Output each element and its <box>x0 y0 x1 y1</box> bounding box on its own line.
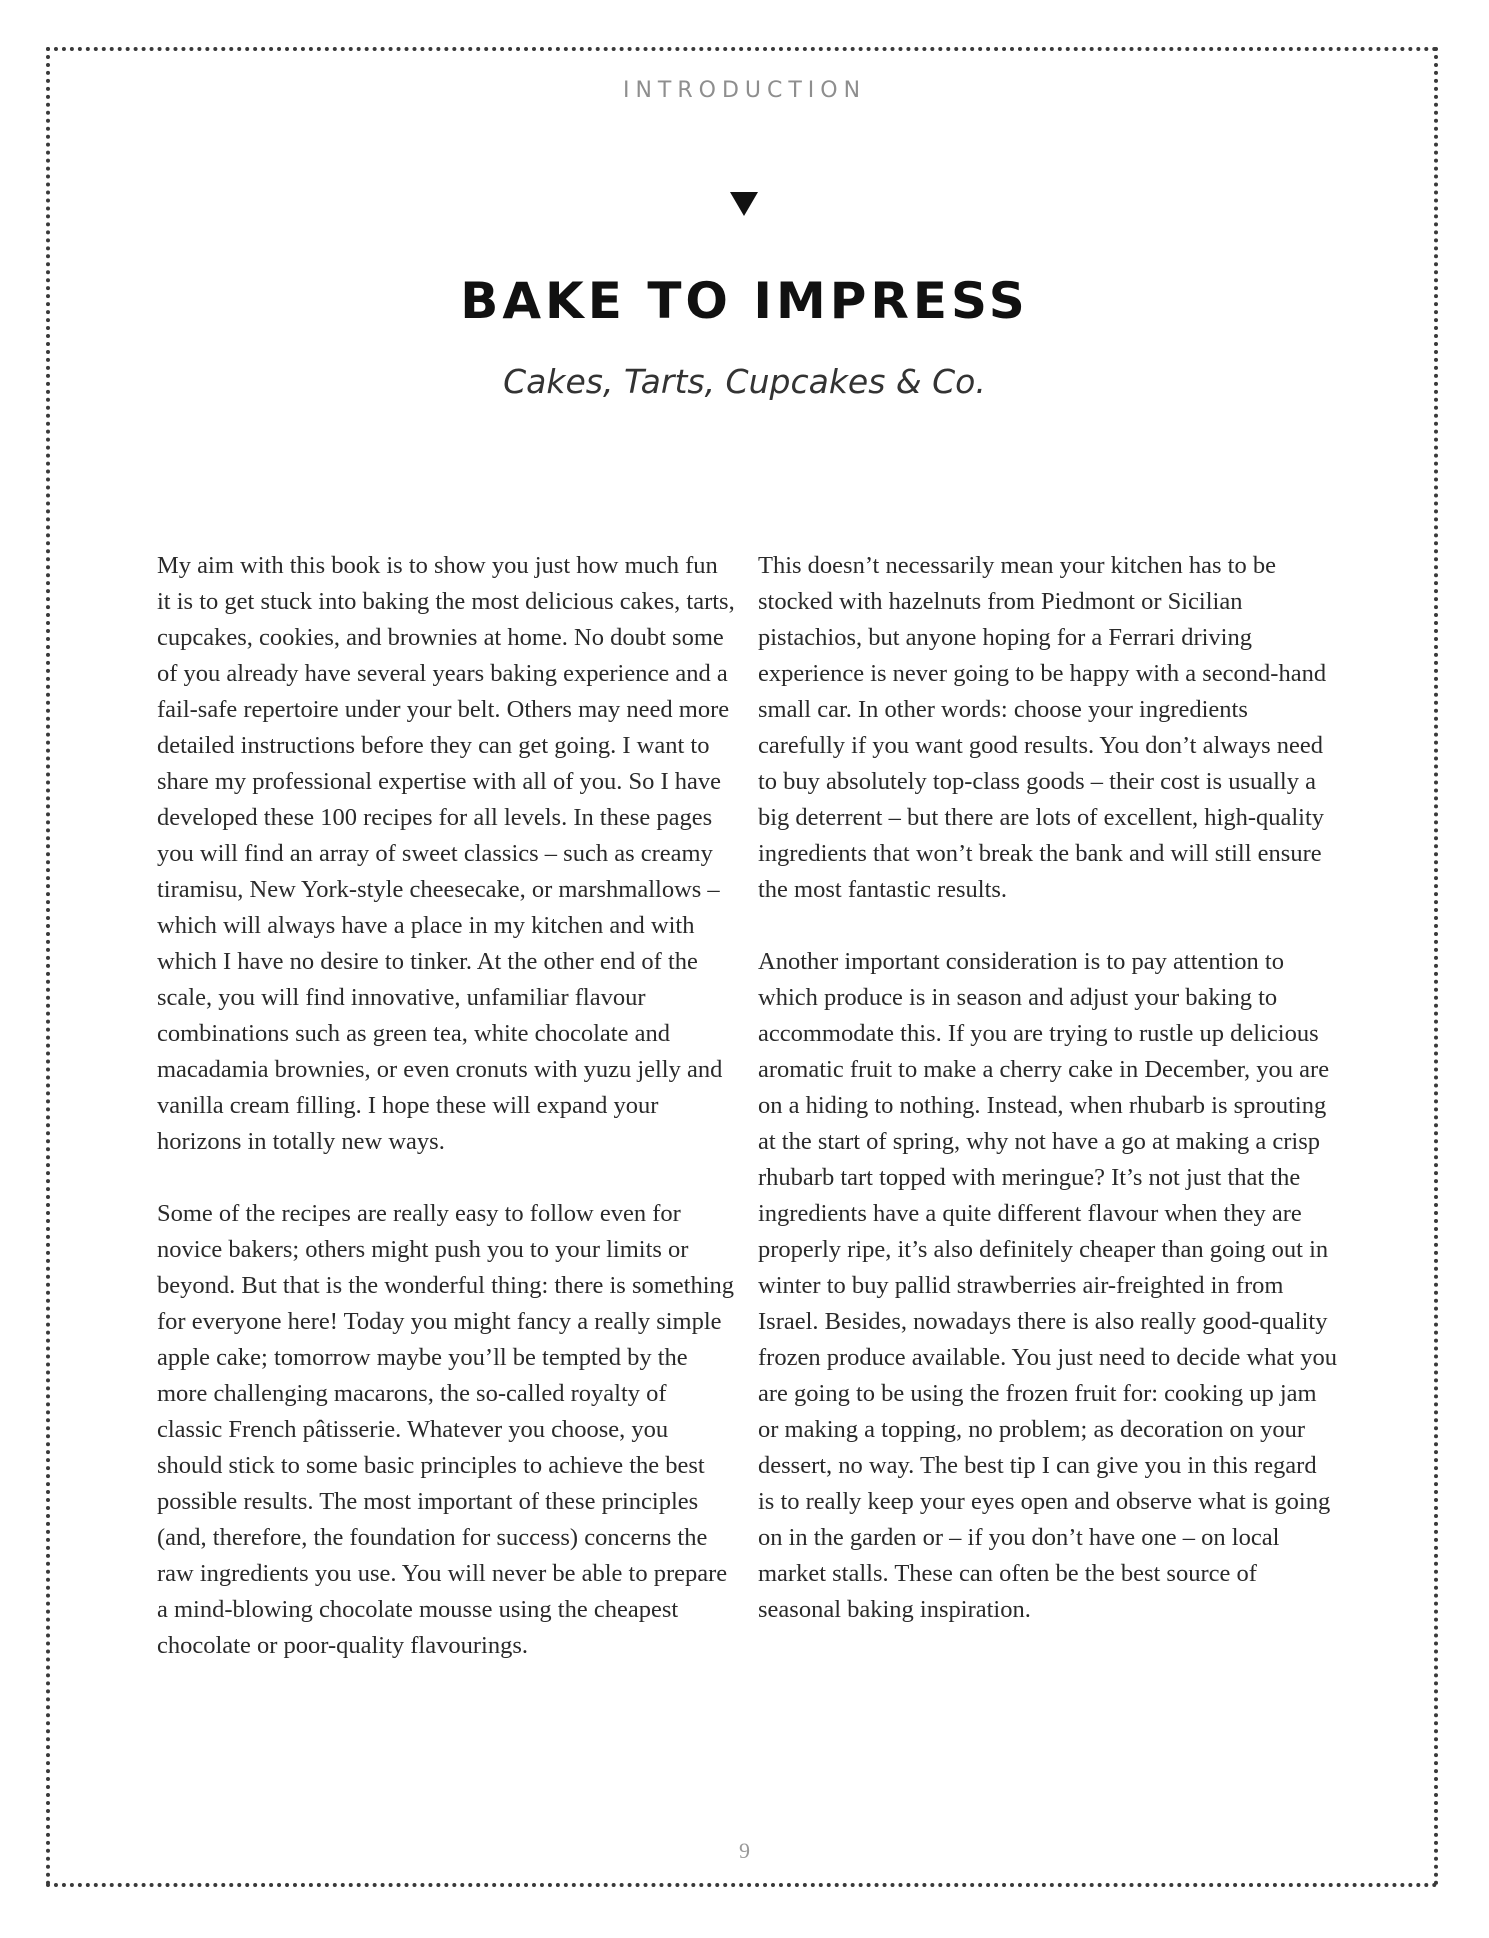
paragraph: My aim with this book is to show you just how much fun it is to get stuck into baking the most delicious cakes, tarts, cupcakes, cookies, and brownies at home. No doubt some of you already have several years baking experience and a fail-safe repertoire under your belt. Others may need more detailed instructions before they can get going. I want to share my professional expertise with all of you. So I have developed these 100 recipes for all levels. In these pages you will find an array of sweet classics – such as creamy tiramisu, New York-style cheesecake, or marshmallows – which will always have a place in my kitchen and with which I have no desire to tinker. At the other end of the scale, you will find innovative, unfamiliar flavour combinations such as green tea, white chocolate and macadamia brownies, or even cronuts with yuzu jelly and vanilla cream filling. I hope these will expand your horizons in totally new ways. <box>157 552 735 1155</box>
section-label: INTRODUCTION <box>622 78 867 103</box>
paragraph: Some of the recipes are really easy to follow even for novice bakers; others might push you to your limits or beyond. But that is the wonderful thing: there is something for everyone here! Today you might fancy a really simple apple cake; tomorrow maybe you’ll be tempted by the more challenging macarons, the so-called royalty of classic French pâtisserie. Whatever you choose, you should stick to some basic principles to achieve the best possible results. The most important of these principles (and, therefore, the foundation for success) concerns the raw ingredients you use. You will never be able to prepare a mind-blowing chocolate mousse using the cheapest chocolate or poor-quality flavourings. <box>157 1200 735 1659</box>
paragraph: This doesn’t necessarily mean your kitchen has to be stocked with hazelnuts from Piedmont or Sicilian pistachios, but anyone hoping for a Ferrari driving experience is never going to be happy with a second-hand small car. In other words: choose your ingredients carefully if you want good results. You don’t always need to buy absolutely top-class goods – their cost is usually a big deterrent – but there are lots of excellent, high-quality ingredients that won’t break the bank and will still ensure the most fantastic results. <box>758 552 1327 903</box>
page-number: 9 <box>739 1838 750 1863</box>
left-column <box>157 548 735 1700</box>
paragraph: Another important consideration is to pay attention to which produce is in season and adjust your baking to accommodate this. If you are trying to rustle up delicious aromatic fruit to make a cherry cake in December, you are on a hiding to nothing. Instead, when rhubarb is sprouting at the start of spring, why not have a go at making a crisp rhubarb tart topped with meringue? It’s not just that the ingredients have a quite different flavour when they are properly ripe, it’s also definitely cheaper than going out in winter to buy pallid strawberries air-freighted in from Israel. Besides, nowadays there is also really good-quality frozen produce available. You just need to decide what you are going to be using the frozen fruit for: cooking up jam or making a topping, no problem; as decoration on your dessert, no way. The best tip I can give you in this regard is to really keep your eyes open and observe what is going on in the garden or – if you don’t have one – on local market stalls. These can often be the best source of seasonal baking inspiration. <box>758 948 1337 1623</box>
chapter-title: BAKE TO IMPRESS <box>460 272 1029 330</box>
down-triangle-icon <box>730 192 758 216</box>
chapter-subtitle: Cakes, Tarts, Cupcakes & Co. <box>503 362 986 401</box>
right-column <box>758 548 1338 1664</box>
